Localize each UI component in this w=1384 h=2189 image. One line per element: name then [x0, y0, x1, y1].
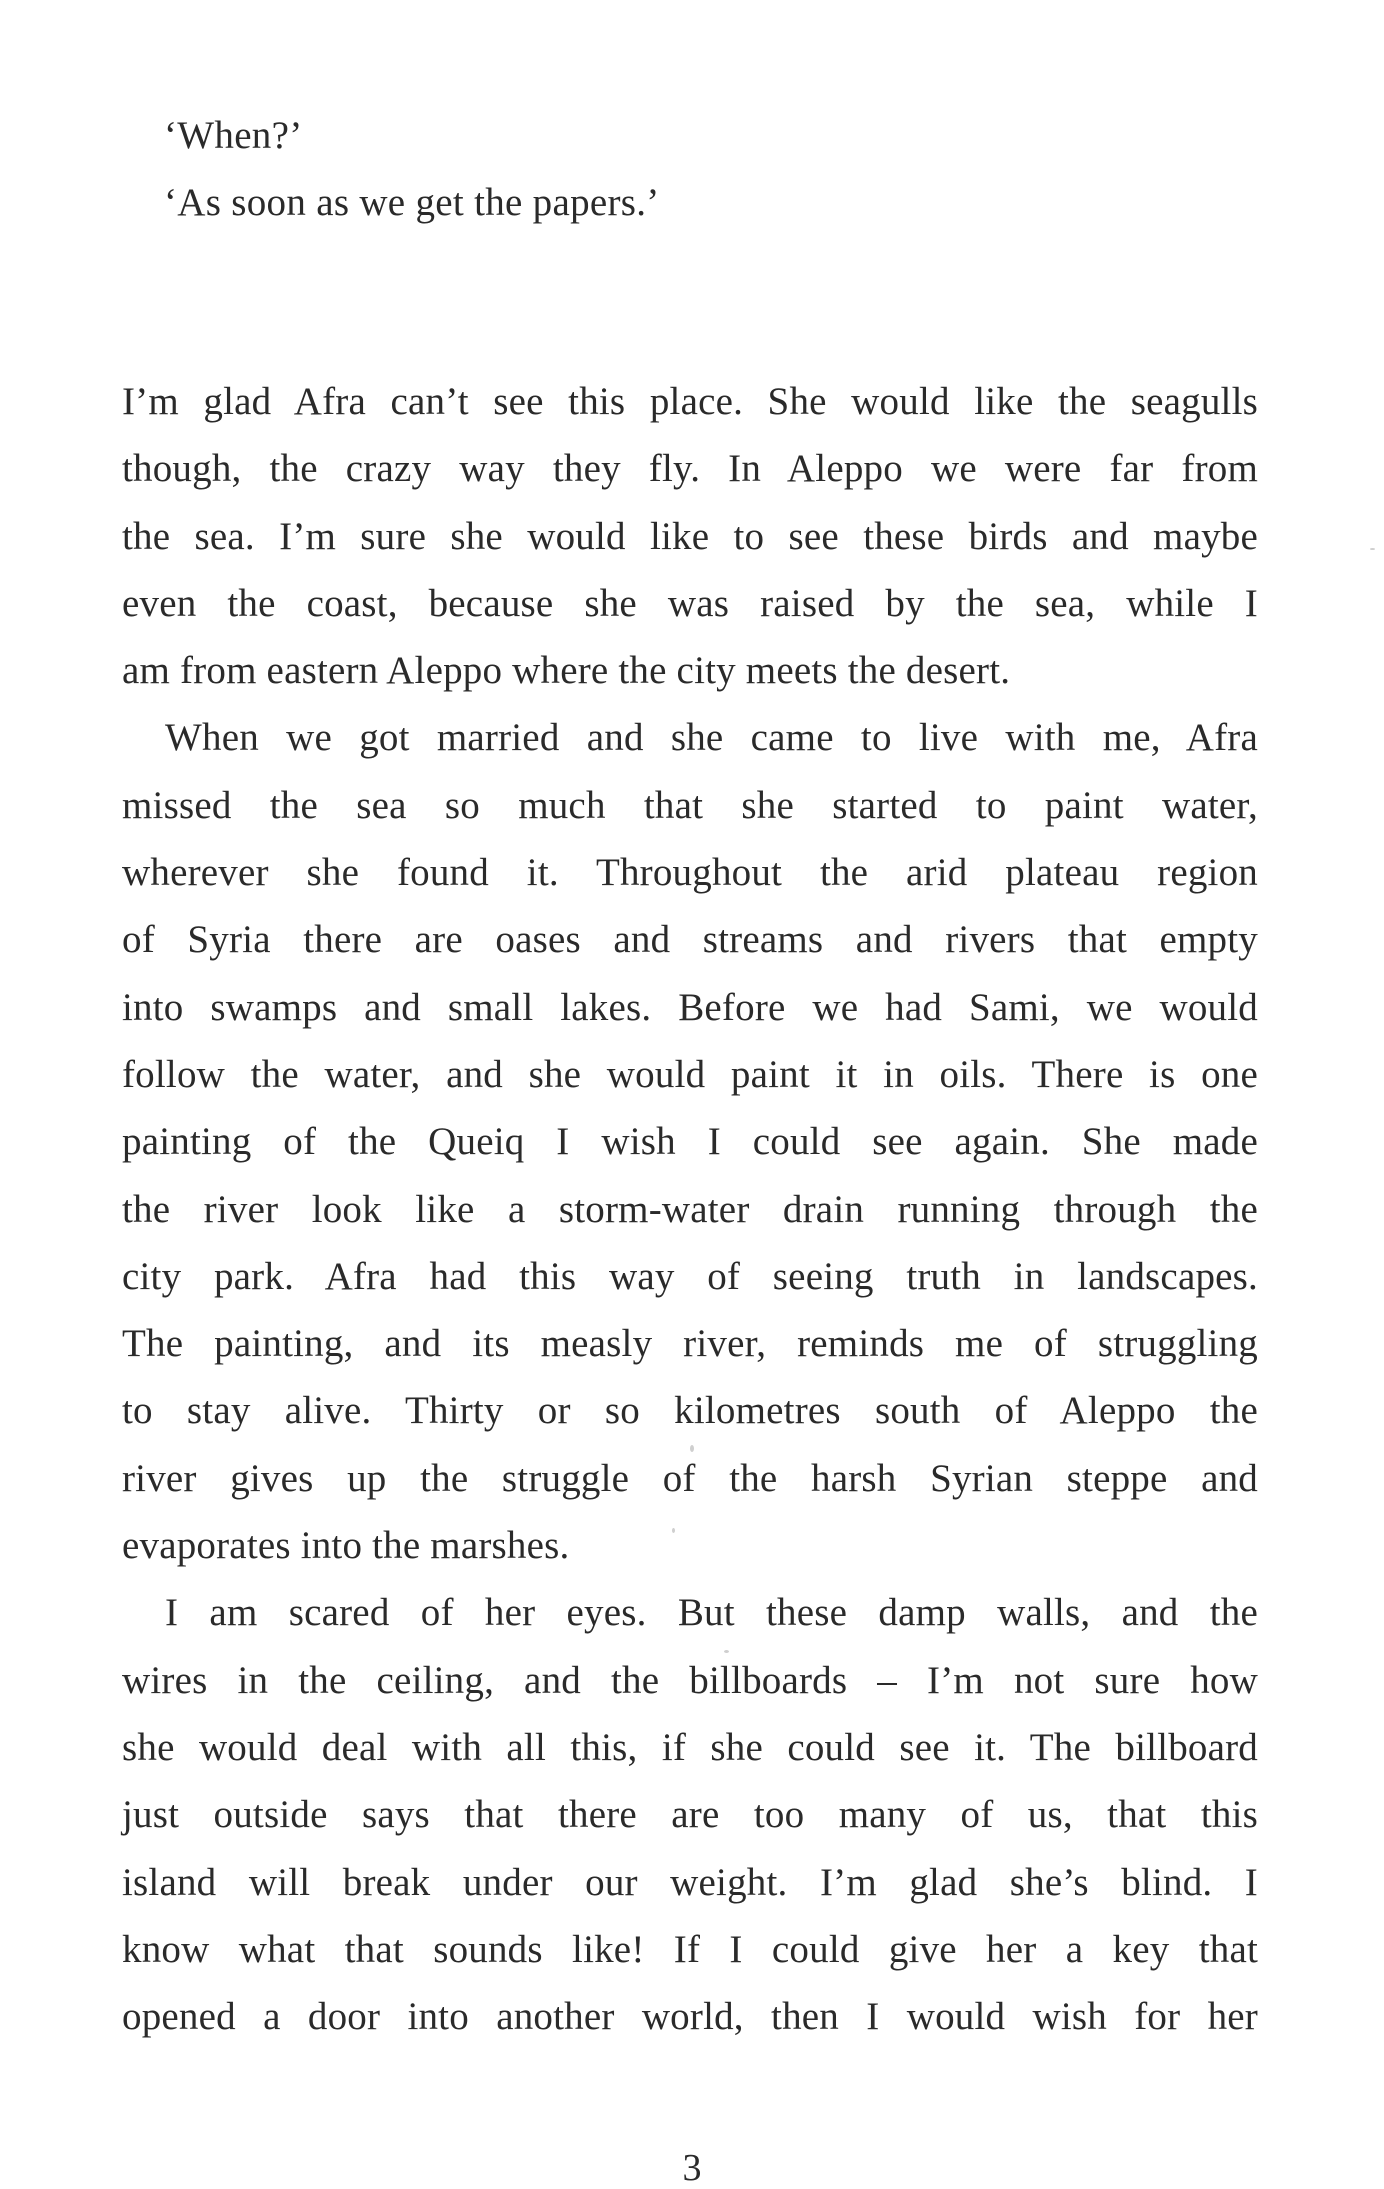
text-line: evaporates into the marshes. — [122, 1524, 570, 1568]
text-line: missed the sea so much that she started to paint water, — [122, 783, 1258, 827]
text-line: wherever she found it. Throughout the arid plateau region — [122, 851, 1258, 895]
text-line: The painting, and its measly river, reminds me of struggling — [122, 1322, 1258, 1366]
scan-speck — [1370, 548, 1375, 550]
text-line: follow the water, and she would paint it in oils. There is one — [122, 1052, 1258, 1096]
text-line: wires in the ceiling, and the billboards – I’m not sure how — [122, 1658, 1258, 1702]
text-line: to stay alive. Thirty or so kilometres south of Aleppo the — [122, 1389, 1258, 1433]
paragraph-1 — [122, 368, 1258, 704]
body-text — [122, 368, 1258, 2050]
text-line: I’m glad Afra can’t see this place. She would like the seagulls — [122, 380, 1258, 423]
scan-speck — [724, 1650, 729, 1653]
text-line: even the coast, because she was raised by the sea, while I — [122, 581, 1258, 625]
paragraph-3 — [122, 1579, 1258, 2050]
text-line: painting of the Queiq I wish I could see again. She made — [122, 1120, 1258, 1164]
text-line: know what that sounds like! If I could give her a key that — [122, 1927, 1258, 1971]
dialogue-block — [164, 102, 1264, 236]
scan-speck — [690, 1445, 694, 1452]
dialogue-line-2: ‘As soon as we get the papers.’ — [164, 181, 660, 224]
text-line: am from eastern Aleppo where the city meets the desert. — [122, 649, 1011, 693]
page-number: 3 — [682, 2147, 702, 2189]
text-line: though, the crazy way they fly. In Aleppo we were far from — [122, 447, 1258, 491]
text-line: opened a door into another world, then I would wish for her — [122, 1995, 1258, 2039]
text-line: river gives up the struggle of the harsh Syrian steppe and — [122, 1456, 1258, 1500]
text-line: she would deal with all this, if she could see it. The billboard — [122, 1725, 1258, 1769]
text-line: of Syria there are oases and streams and rivers that empty — [122, 918, 1258, 962]
scan-speck — [672, 1528, 675, 1533]
text-line: city park. Afra had this way of seeing truth in landscapes. — [122, 1254, 1258, 1298]
text-line: just outside says that there are too many of us, that this — [122, 1793, 1258, 1837]
text-line: into swamps and small lakes. Before we had Sami, we would — [122, 985, 1258, 1029]
text-line: the sea. I’m sure she would like to see these birds and maybe — [122, 514, 1258, 558]
text-line: the river look like a storm-water drain running through the — [122, 1187, 1258, 1231]
text-line: I am scared of her eyes. But these damp walls, and the — [165, 1591, 1258, 1635]
text-line: When we got married and she came to live with me, Afra — [165, 716, 1258, 760]
dialogue-line-1: ‘When?’ — [164, 114, 303, 157]
text-line: island will break under our weight. I’m glad she’s blind. I — [122, 1860, 1258, 1904]
